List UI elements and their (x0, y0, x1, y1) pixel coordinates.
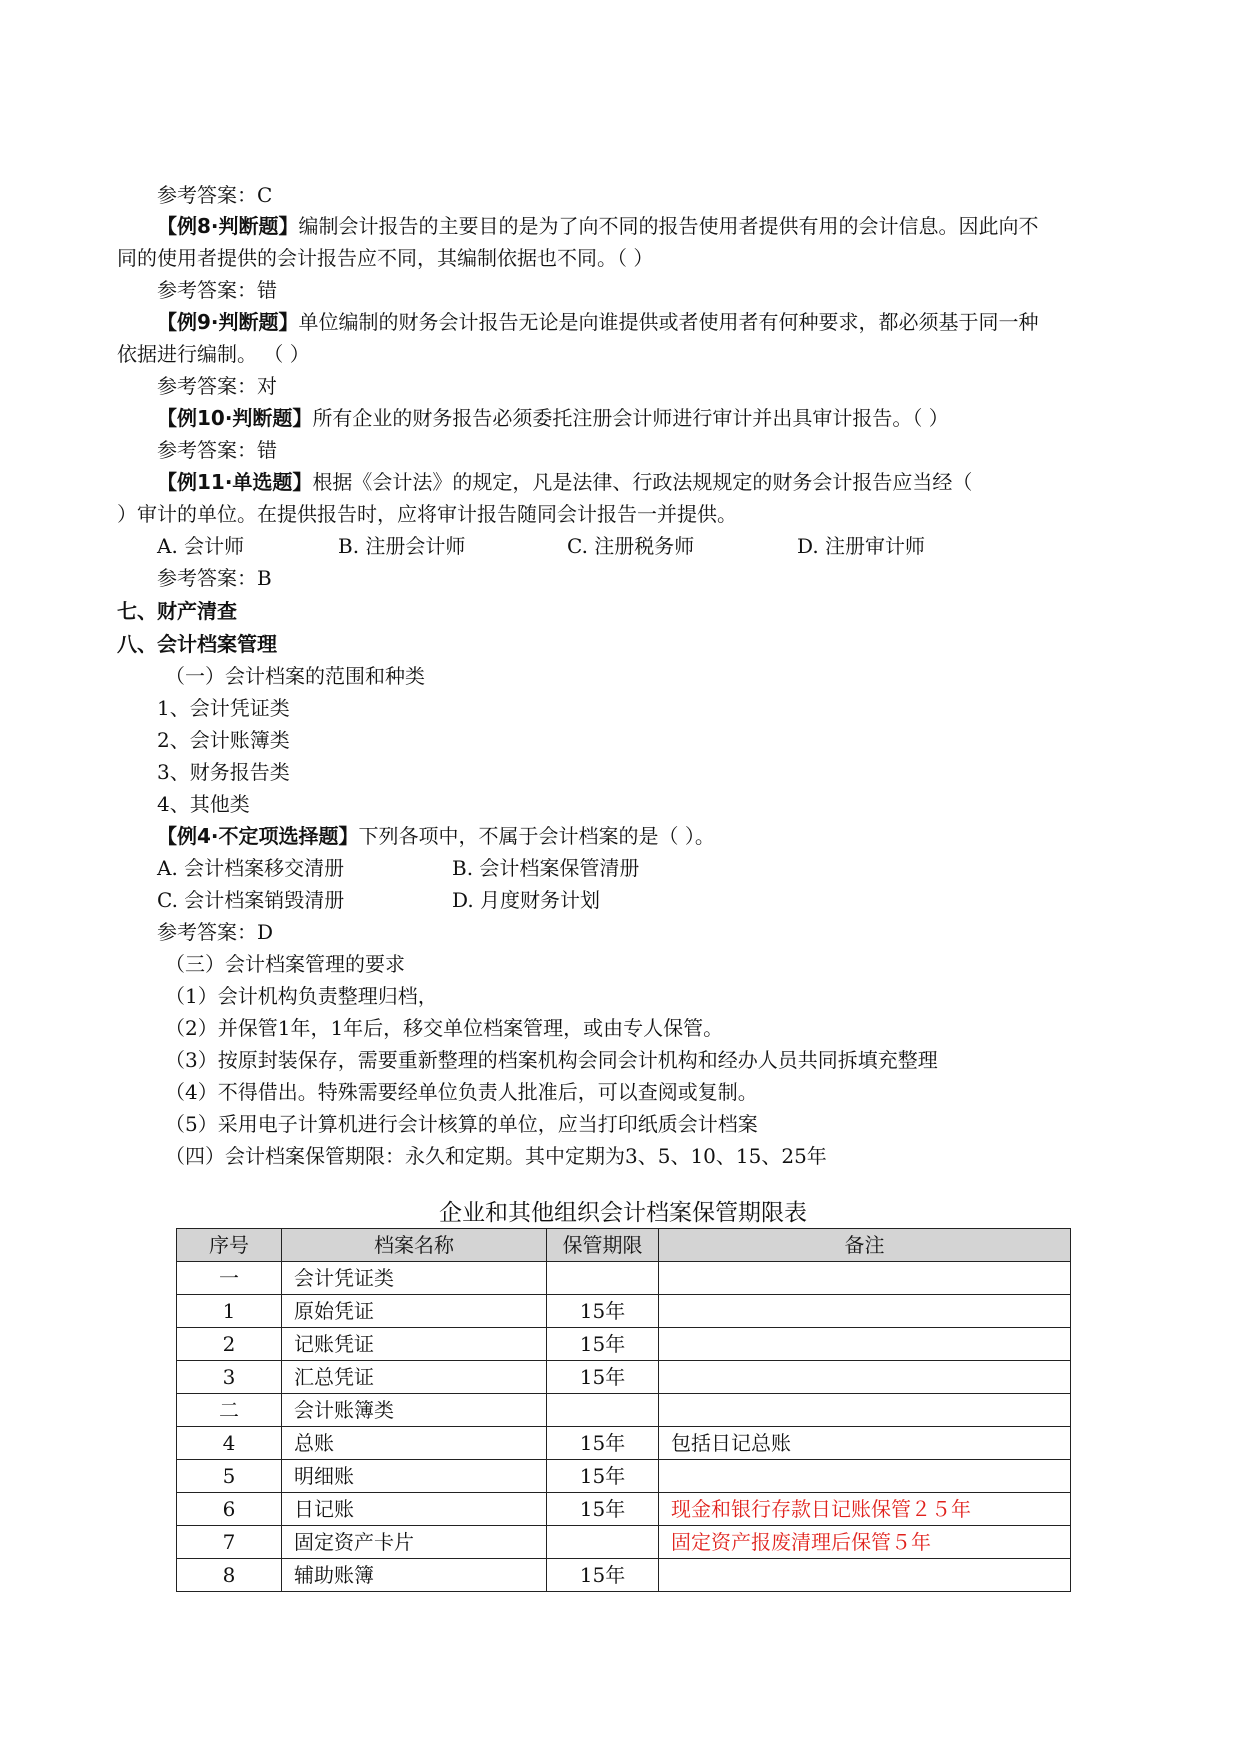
row-period: 15年 (547, 1559, 659, 1592)
row-seq: 8 (177, 1559, 282, 1592)
row-note (659, 1295, 1071, 1328)
example-9-label: 【例9·判断题】 (157, 310, 299, 334)
header-seq: 序号 (177, 1229, 282, 1262)
answer-c: 参考答案：C (157, 183, 273, 207)
example-9-question (157, 307, 1039, 337)
answer-d: 参考答案：D (157, 920, 274, 944)
ex4-option-d: D. 月度财务计划 (452, 888, 601, 912)
table-body (177, 1262, 1071, 1592)
table-row (177, 1295, 1071, 1328)
ex11-option-d: D. 注册审计师 (797, 534, 926, 558)
row-period: 15年 (547, 1328, 659, 1361)
example-4-label: 【例4·不定项选择题】 (157, 824, 359, 848)
table-row (177, 1262, 1071, 1295)
category-1: 1、会计凭证类 (157, 696, 290, 720)
requirement-4: （4）不得借出。特殊需要经单位负责人批准后，可以查阅或复制。 (165, 1080, 758, 1104)
retention-table (176, 1228, 1071, 1592)
example-11-text: 根据《会计法》的规定，凡是法律、行政法规规定的财务会计报告应当经（ (312, 470, 973, 494)
example-11-label: 【例11·单选题】 (157, 470, 313, 494)
requirement-1: （1）会计机构负责整理归档， (165, 984, 438, 1008)
ex4-option-c: C. 会计档案销毁清册 (157, 888, 345, 912)
example-9-text-cont: 依据进行编制。 （ ） (117, 342, 310, 366)
row-period: 15年 (547, 1295, 659, 1328)
ex11-option-b: B. 注册会计师 (338, 534, 466, 558)
header-note: 备注 (659, 1229, 1071, 1262)
row-name: 记账凭证 (282, 1328, 547, 1361)
example-9-text: 单位编制的财务会计报告无论是向谁提供或者使用者有何种要求，都必须基于同一种 (298, 310, 1039, 334)
example-4-text: 下列各项中，不属于会计档案的是（ ）。 (358, 824, 715, 848)
row-period: 15年 (547, 1427, 659, 1460)
answer-b: 参考答案：B (157, 566, 272, 590)
row-note (659, 1394, 1071, 1427)
table-row (177, 1460, 1071, 1493)
ex11-option-a: A. 会计师 (157, 534, 245, 558)
row-seq: 一 (177, 1262, 282, 1295)
row-note: 包括日记总账 (659, 1427, 1071, 1460)
row-period (547, 1262, 659, 1295)
row-name: 会计凭证类 (282, 1262, 547, 1295)
example-4-question (157, 821, 715, 851)
row-name: 会计账簿类 (282, 1394, 547, 1427)
row-period (547, 1526, 659, 1559)
row-name: 原始凭证 (282, 1295, 547, 1328)
header-period: 保管期限 (547, 1229, 659, 1262)
subsection-3: （三）会计档案管理的要求 (165, 952, 405, 976)
requirement-3: （3）按原封装保存，需要重新整理的档案机构会同会计机构和经办人员共同拆填充整理 (165, 1048, 938, 1072)
row-name: 总账 (282, 1427, 547, 1460)
category-4: 4、其他类 (157, 792, 250, 816)
requirement-5: （5）采用电子计算机进行会计核算的单位，应当打印纸质会计档案 (165, 1112, 758, 1136)
subsection-4: （四）会计档案保管期限：永久和定期。其中定期为3、5、10、15、25年 (165, 1144, 827, 1168)
row-name: 辅助账簿 (282, 1559, 547, 1592)
example-8-text-cont: 同的使用者提供的会计报告应不同，其编制依据也不同。（ ） (117, 246, 654, 270)
requirement-2: （2）并保管1年，1年后，移交单位档案管理，或由专人保管。 (165, 1016, 724, 1040)
table-header-row (177, 1229, 1071, 1262)
example-8-text: 编制会计报告的主要目的是为了向不同的报告使用者提供有用的会计信息。因此向不 (298, 214, 1039, 238)
table-title: 企业和其他组织会计档案保管期限表 (439, 1200, 807, 1226)
table-row (177, 1394, 1071, 1427)
example-11-question (157, 467, 972, 497)
section-8-heading: 八、会计档案管理 (117, 632, 277, 656)
example-10-question (157, 403, 949, 433)
category-3: 3、财务报告类 (157, 760, 290, 784)
example-8-question (157, 211, 1039, 241)
answer-right: 参考答案：对 (157, 374, 277, 398)
answer-wrong-1: 参考答案：错 (157, 278, 277, 302)
ex4-option-b: B. 会计档案保管清册 (452, 856, 640, 880)
row-period: 15年 (547, 1493, 659, 1526)
table-row (177, 1328, 1071, 1361)
table-row (177, 1559, 1071, 1592)
answer-wrong-2: 参考答案：错 (157, 438, 277, 462)
row-period: 15年 (547, 1460, 659, 1493)
table-row (177, 1526, 1071, 1559)
row-seq: 二 (177, 1394, 282, 1427)
row-seq: 4 (177, 1427, 282, 1460)
row-name: 日记账 (282, 1493, 547, 1526)
ex4-option-a: A. 会计档案移交清册 (157, 856, 345, 880)
row-name: 汇总凭证 (282, 1361, 547, 1394)
example-10-text: 所有企业的财务报告必须委托注册会计师进行审计并出具审计报告。（ ） (312, 406, 949, 430)
row-seq: 7 (177, 1526, 282, 1559)
row-name: 固定资产卡片 (282, 1526, 547, 1559)
subsection-1: （一）会计档案的范围和种类 (165, 664, 425, 688)
category-2: 2、会计账簿类 (157, 728, 290, 752)
table-row (177, 1493, 1071, 1526)
section-7-heading: 七、财产清查 (117, 599, 237, 623)
row-note (659, 1328, 1071, 1361)
row-note: 现金和银行存款日记账保管２５年 (659, 1493, 1071, 1526)
row-name: 明细账 (282, 1460, 547, 1493)
header-name: 档案名称 (282, 1229, 547, 1262)
ex11-option-c: C. 注册税务师 (567, 534, 695, 558)
row-seq: 1 (177, 1295, 282, 1328)
row-seq: 3 (177, 1361, 282, 1394)
row-period: 15年 (547, 1361, 659, 1394)
row-seq: 2 (177, 1328, 282, 1361)
row-note (659, 1361, 1071, 1394)
row-period (547, 1394, 659, 1427)
table-row (177, 1427, 1071, 1460)
row-seq: 6 (177, 1493, 282, 1526)
row-note: 固定资产报废清理后保管５年 (659, 1526, 1071, 1559)
example-10-label: 【例10·判断题】 (157, 406, 313, 430)
example-8-label: 【例8·判断题】 (157, 214, 299, 238)
example-11-text-cont: ）审计的单位。在提供报告时，应将审计报告随同会计报告一并提供。 (117, 502, 737, 526)
row-note (659, 1559, 1071, 1592)
table-row (177, 1361, 1071, 1394)
row-note (659, 1460, 1071, 1493)
row-seq: 5 (177, 1460, 282, 1493)
row-note (659, 1262, 1071, 1295)
